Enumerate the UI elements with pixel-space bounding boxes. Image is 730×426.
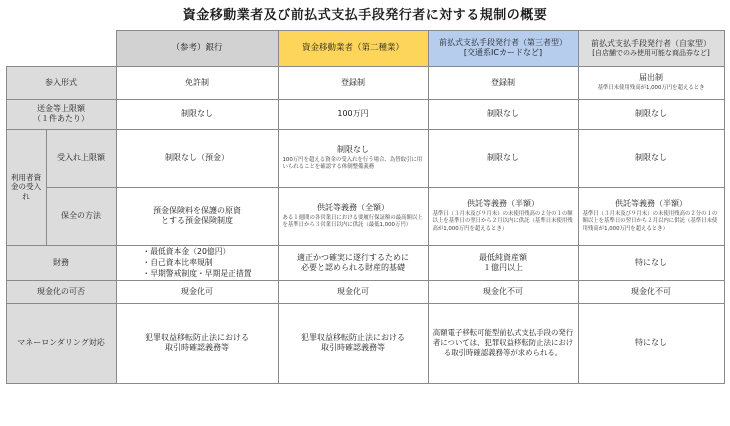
entry-bank: 免許制 [116,66,279,100]
row-label-transfer-limit: 送金等上限額 （１件あたり） [6,99,117,130]
regulation-table [6,30,724,422]
protection-self: 供託等義務（半額） 基準日（３月末及び９月末）の未使用残高の２分の１の額以上を基準日の翌日から２月以内に供託（基準日未使用残高が1,000万円を超えるとき） [578,187,725,246]
receipt-limit-third: 制限なし [428,129,579,188]
page-title: 資金移動業者及び前払式支払手段発行者に対する規制の概要 [182,8,548,23]
receipt-limit-fund: 制限なし 100万円を超える資金の受入れを行う場合、為替取引に用いられることを確認する体制整備義務 [278,129,429,188]
finance-bank-list [142,246,251,280]
aml-third: 高額電子移転可能型前払式支払手段の発行者については、犯罪収益移転防止法における取引時確認義務等が求められる。 [428,303,579,384]
aml-fund: 犯罪収益移転防止法における 取引時確認義務等 [278,303,429,384]
aml-bank: 犯罪収益移転防止法における 取引時確認義務等 [116,303,279,384]
finance-bank [116,245,279,281]
protection-bank: 預金保険料を保護の原資 とする預金保険制度 [116,187,279,246]
entry-fund: 登録制 [278,66,429,100]
finance-fund: 適正かつ確実に遂行するために 必要と認められる財産的基礎 [278,245,429,281]
limit-self: 制限なし [578,99,725,130]
list-item: ・ 最低資本金（20億円） [142,246,251,257]
header-third-party: 前払式支払手段発行者（第三者型） [交通系ICカードなど] [428,30,579,67]
limit-bank: 制限なし [116,99,279,130]
row-label-entry: 参入形式 [6,66,117,100]
aml-self: 特になし [578,303,725,384]
finance-self: 特になし [578,245,725,281]
list-item: ・ 早期警戒制度・早期是正措置 [142,268,251,279]
receipt-limit-bank: 制限なし（預金） [116,129,279,188]
limit-third: 制限なし [428,99,579,130]
entry-self: 届出制 基準日未使用残高が1,000万円を超えるとき [578,66,725,100]
row-label-finance: 財務 [6,245,117,281]
cash-out-self: 現金化不可 [578,280,725,304]
table-corner [6,30,117,67]
header-self-type: 前払式支払手段発行者（自家型） [自店舗でのみ使用可能な商品券など] [578,30,725,67]
finance-third: 最低純資産額 １億円以上 [428,245,579,281]
limit-fund: 100万円 [278,99,429,130]
header-bank: （参考）銀行 [116,30,279,67]
row-label-user-funds: 利用者資金の受入れ [6,129,47,246]
receipt-limit-self: 制限なし [578,129,725,188]
cash-out-bank: 現金化可 [116,280,279,304]
cash-out-fund: 現金化可 [278,280,429,304]
cash-out-third: 現金化不可 [428,280,579,304]
entry-third: 登録制 [428,66,579,100]
row-label-protection: 保全の方法 [46,187,117,246]
header-fund-transfer: 資金移動業者（第二種業） [278,30,429,67]
row-label-cash-out: 現金化の可否 [6,280,117,304]
row-label-aml: マネーロンダリング対応 [6,303,117,384]
list-item: ・ 自己資本比率規制 [142,257,251,268]
protection-third: 供託等義務（半額） 基準日（３月末及び９月末）の未使用残高の２分の１の額以上を基準日の翌日から２月以内に供託（基準日未使用残高が1,000万円を超えるとき） [428,187,579,246]
protection-fund: 供託等義務（全額） ある１週間の各営業日における要履行保証額の最高額以上を基準日から３営業日以内に供託（最低1,000万円） [278,187,429,246]
row-label-receipt-limit: 受入れ上限額 [46,129,117,188]
